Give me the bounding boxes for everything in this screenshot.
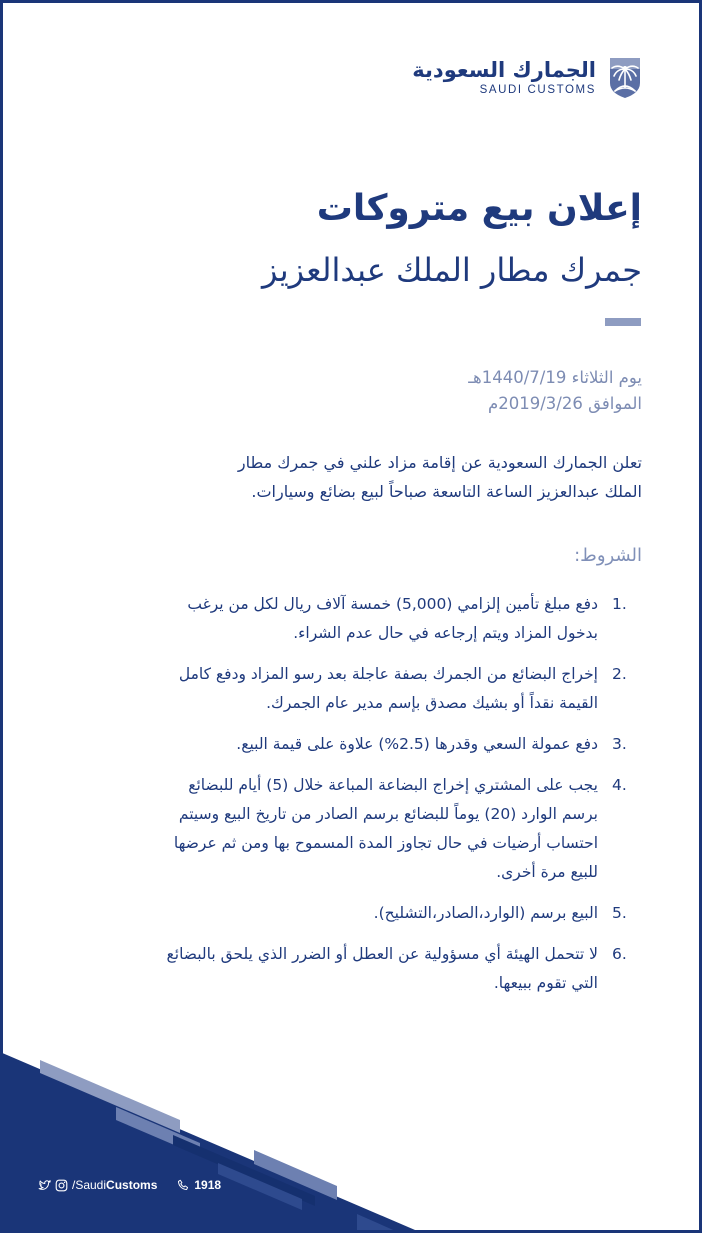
term-number: 4.	[612, 776, 627, 794]
instagram-icon[interactable]	[55, 1179, 68, 1192]
palm-swords-shield-icon	[608, 55, 642, 99]
term-item	[162, 940, 642, 998]
term-number: 2.	[612, 665, 627, 683]
social-handle[interactable]	[72, 1178, 157, 1192]
logo-text	[412, 58, 596, 97]
term-item	[162, 730, 642, 759]
term-text: دفع عمولة السعي وقدرها (2.5%) علاوة على قيمة البيع.	[236, 735, 598, 753]
term-item	[162, 771, 642, 887]
term-number: 5.	[612, 904, 627, 922]
accent-divider	[605, 318, 641, 326]
term-text: البيع برسم (الوارد،الصادر،التشليح).	[373, 904, 598, 922]
handle-prefix: /Saudi	[72, 1178, 107, 1192]
term-item	[162, 899, 642, 928]
term-number: 6.	[612, 945, 627, 963]
phone-icon	[177, 1179, 190, 1192]
logo-english-name: SAUDI CUSTOMS	[479, 83, 596, 96]
handle-suffix: Customs	[106, 1178, 158, 1192]
intro-paragraph: تعلن الجمارك السعودية عن إقامة مزاد علني في جمرك مطار الملك عبدالعزيز الساعة التاسعة صباحاً لبيع بضائع وسيارات.	[237, 453, 642, 501]
saudi-customs-logo	[412, 55, 642, 99]
page-title: إعلان بيع متروكات	[316, 188, 642, 229]
terms-list	[162, 590, 642, 1010]
term-number: 1.	[612, 595, 627, 613]
term-text: دفع مبلغ تأمين إلزامي (5,000) خمسة آلاف ريال لكل من يرغب بدخول المزاد ويتم إرجاعه في حال عدم الشراء.	[187, 595, 598, 642]
date-block	[242, 365, 642, 417]
phone-number: 1918	[194, 1178, 222, 1192]
phone-contact[interactable]	[177, 1178, 221, 1192]
term-text: إخراج البضائع من الجمرك بصفة عاجلة بعد رسو المزاد ودفع كامل القيمة نقداً أو بشيك مصدق بإسم مدير عام الجمرك.	[178, 665, 598, 712]
hijri-date: يوم الثلاثاء 1440/7/19هـ	[468, 368, 642, 387]
footer-diagonal-decoration	[0, 993, 702, 1233]
term-number: 3.	[612, 735, 627, 753]
term-item	[162, 660, 642, 718]
logo-arabic-name: الجمارك السعودية	[412, 57, 596, 82]
term-text: يجب على المشتري إخراج البضاعة المباعة خلال (5) أيام للبضائع برسم الوارد (20) يوماً للبضائع برسم الصادر من تاريخ البيع وسيتم احتساب أرضيات في حال تجاوز المدة المسموح بها ومن ثم عرضها للبيع مرة أخرى.	[173, 776, 598, 881]
twitter-icon[interactable]	[38, 1179, 51, 1192]
term-item	[162, 590, 642, 648]
gregorian-date: الموافق 2019/3/26م	[488, 394, 642, 413]
page-subtitle: جمرك مطار الملك عبدالعزيز	[262, 251, 642, 289]
terms-heading: الشروط:	[574, 545, 642, 566]
footer-contact	[38, 1178, 221, 1192]
term-text: لا تتحمل الهيئة أي مسؤولية عن العطل أو الضرر الذي يلحق بالبضائع التي تقوم ببيعها.	[166, 945, 598, 992]
